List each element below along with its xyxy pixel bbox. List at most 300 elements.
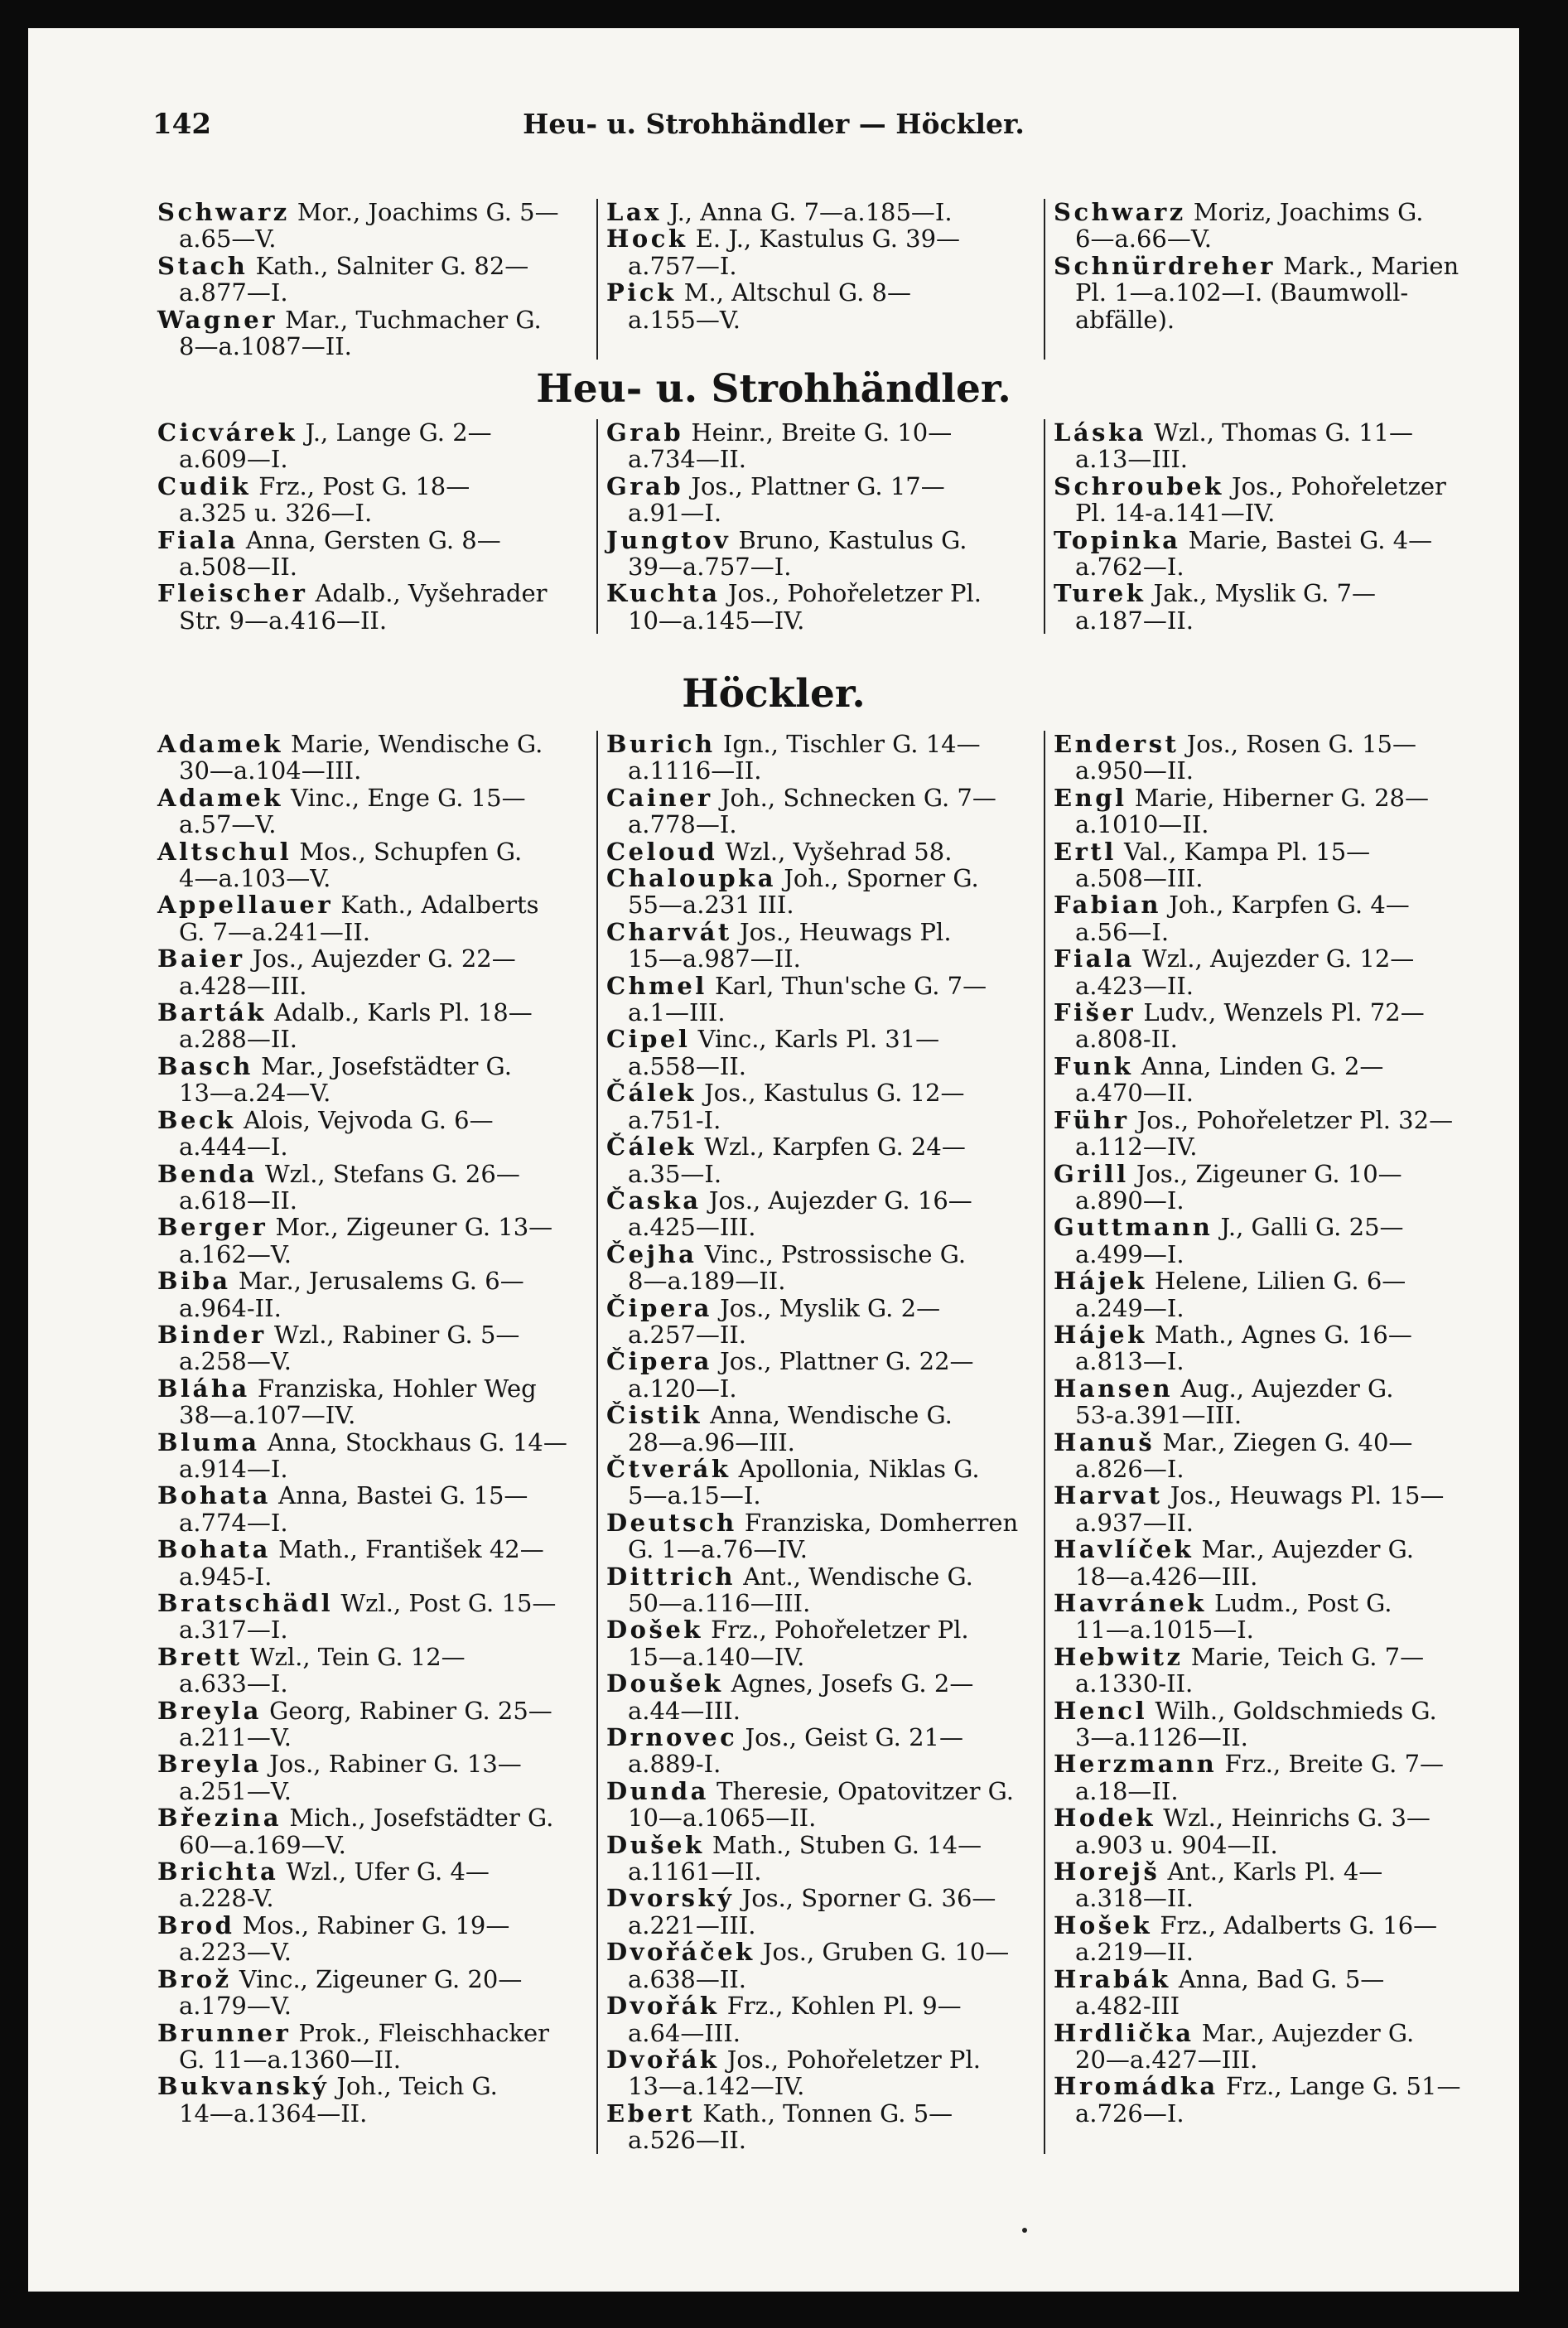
entry-name: Deutsch [606,1508,737,1537]
entry-details: Mar., Tuchmacher G. [285,305,542,334]
entry-address-continued: a.470—II. [1075,1079,1194,1108]
entry-address-continued: a.1330-II. [1075,1669,1194,1698]
directory-entry [1054,1053,1483,1107]
entry-name: Baier [157,944,245,973]
directory-entry [157,1590,588,1644]
entry-details: Anna, Linden G. 2— [1141,1051,1384,1080]
entry-details: Wzl., Post G. 15— [340,1589,557,1617]
directory-entry [157,1429,588,1483]
entry-name: Biba [157,1267,231,1296]
column-2 [596,419,1044,634]
entry-name: Appellauer [157,891,334,920]
directory-entry [606,1456,1035,1509]
directory-entry [1054,419,1483,473]
entry-name: Dvořáček [606,1938,755,1967]
directory-entry [157,785,588,838]
entry-address-continued: a.914—I. [179,1454,288,1483]
entry-address-continued: 39—a.757—I. [628,553,792,582]
entry-details: Anna, Bastei G. 15— [278,1481,528,1510]
entry-name: Stach [157,251,248,280]
entry-name: Časka [606,1186,702,1215]
entry-details: Wzl., Ufer G. 4— [286,1857,490,1886]
entry-address-continued: a.288—II. [179,1025,297,1054]
entry-details: Math., Stuben G. 14— [712,1830,982,1859]
entry-details: Adalb., Karls Pl. 18— [274,998,533,1027]
entry-name: Basch [157,1051,253,1080]
section-heu-strohhaendler [149,419,1516,634]
directory-entry [606,1992,1035,2046]
entry-name: Brunner [157,2018,292,2047]
entry-details: Jos., Aujezder G. 16— [708,1186,972,1215]
entry-details: Joh., Teich G. [336,2072,498,2101]
entry-address-continued: 18—a.426—III. [1075,1562,1258,1591]
directory-entry [157,253,588,307]
entry-name: Brož [157,1964,232,1993]
entry-address-continued: a.774—I. [179,1508,288,1537]
directory-entry [157,891,588,945]
entry-details: Alois, Vejvoda G. 6— [243,1105,494,1134]
entry-details: Marie, Hiberner G. 28— [1134,783,1429,812]
directory-entry [606,2100,1035,2154]
entry-address-continued: a.734—II. [628,445,746,474]
entry-name: Schwarz [157,198,290,226]
entry-name: Bluma [157,1427,260,1456]
entry-name: Hrdlička [1054,2018,1194,2047]
entry-name: Láska [1054,418,1146,447]
entry-address-continued: a.56—I. [1075,917,1170,946]
entry-address-continued: a.903 u. 904—II. [1075,1830,1278,1859]
page-number: 142 [152,108,211,141]
entry-address-continued: a.64—III. [628,2018,741,2047]
entry-name: Bohata [157,1535,271,1564]
entry-details: Frz., Lange G. 51— [1225,2072,1461,2101]
entry-details: Prok., Fleischhacker [298,2018,550,2047]
entry-name: Čálek [606,1133,697,1162]
entry-name: Hájek [1054,1267,1147,1296]
entry-address-continued: a.251—V. [179,1776,292,1805]
entry-details: Bruno, Kastulus G. [738,525,967,554]
entry-details: Jos., Pohořeletzer Pl. [726,2045,981,2074]
entry-details: Mar., Jerusalems G. 6— [238,1267,524,1296]
entry-details: Jos., Rabiner G. 13— [269,1750,522,1779]
directory-entry [606,1402,1035,1456]
entry-address-continued: a.112—IV. [1075,1133,1198,1162]
entry-details: Marie, Wendische G. [291,730,543,758]
directory-entry [606,1832,1035,1886]
entry-address-continued: a.508—II. [179,553,297,582]
ink-speck [1022,2228,1027,2233]
directory-entry [157,2020,588,2074]
column-3 [1044,199,1491,360]
entry-address-continued: a.726—I. [1075,2099,1184,2128]
entry-name: Březina [157,1804,282,1833]
directory-entry [157,1268,588,1321]
entry-name: Turek [1054,579,1146,608]
column-3 [1044,731,1491,2154]
entry-name: Brett [157,1642,243,1671]
entry-name: Funk [1054,1051,1134,1080]
entry-address-continued: a.258—V. [179,1347,292,1376]
entry-name: Havránek [1054,1589,1207,1617]
entry-name: Hájek [1054,1320,1147,1349]
entry-name: Ebert [606,2099,696,2128]
entry-address-continued: 14—a.1364—II. [179,2099,368,2128]
directory-entry [606,419,1035,473]
entry-details: Jos., Geist G. 21— [745,1723,963,1752]
entry-name: Schroubek [1054,471,1224,500]
entry-name: Adamek [157,730,283,758]
entry-name: Lax [606,198,662,226]
entry-details: Vinc., Pstrossische G. [704,1239,967,1268]
entry-name: Doušek [606,1669,724,1698]
column-3 [1044,419,1491,634]
directory-entry [606,973,1035,1026]
entry-address-continued: a.317—I. [179,1616,288,1645]
entry-details: Math., Agnes G. 16— [1154,1320,1412,1349]
entry-name: Dušek [606,1830,705,1859]
directory-entry [1054,1214,1483,1268]
entry-name: Charvát [606,917,732,946]
entry-details: Ant., Karls Pl. 4— [1167,1857,1383,1886]
entry-name: Schwarz [1054,198,1186,226]
column-2 [596,199,1044,360]
entry-address-continued: a.609—I. [179,445,288,474]
entry-address-continued: 38—a.107—IV. [179,1401,356,1430]
directory-entry [1054,785,1483,838]
entry-details: Wzl., Thomas G. 11— [1154,418,1413,447]
entry-address-continued: a.221—III. [628,1910,756,1939]
entry-name: Bláha [157,1374,250,1403]
entry-address-continued: a.211—V. [179,1723,292,1752]
directory-entry [606,279,1035,333]
entry-address-continued: a.751-I. [628,1105,721,1134]
entry-address-continued: a.249—I. [1075,1293,1184,1322]
entry-name: Čipera [606,1347,712,1376]
entry-name: Enderst [1054,730,1180,758]
entry-details: Mor., Zigeuner G. 13— [275,1213,553,1242]
entry-address-continued: 10—a.1065—II. [628,1804,817,1833]
page-header [28,108,1519,157]
entry-details: Franziska, Hohler Weg [257,1374,537,1403]
entry-name: Hromádka [1054,2072,1218,2101]
entry-address-continued: 8—a.189—II. [628,1267,786,1296]
entry-address-continued: 4—a.103—V. [179,864,331,893]
entry-name: Barták [157,998,267,1027]
entry-details: J., Lange G. 2— [305,418,492,447]
directory-entry [157,1804,588,1858]
directory-entry [157,527,588,581]
entry-name: Guttmann [1054,1213,1213,1242]
entry-address-continued: Str. 9—a.416—II. [179,606,388,635]
directory-entry [1054,1536,1483,1590]
entry-name: Hencl [1054,1696,1148,1725]
entry-address-continued: a.633—I. [179,1669,288,1698]
entry-details: Joh., Schnecken G. 7— [720,783,996,812]
entry-address-continued: a.889-I. [628,1750,721,1779]
entry-details: Anna, Bad G. 5— [1178,1964,1385,1993]
entry-address-continued: a.423—II. [1075,971,1194,1000]
entry-address-continued: a.35—I. [628,1159,722,1188]
entry-details: Anna, Wendische G. [710,1401,953,1430]
entry-name: Hanuš [1054,1427,1155,1456]
entry-details: Jos., Pohořeletzer [1231,471,1446,500]
directory-entry [606,1724,1035,1778]
directory-entry [1054,1912,1483,1966]
directory-entry [157,1321,588,1375]
entry-details: Math., František 42— [278,1535,544,1564]
entry-name: Hrabák [1054,1964,1171,1993]
directory-entry [157,1375,588,1429]
directory-entry [157,307,588,360]
entry-name: Bohata [157,1481,271,1510]
entry-details: Jos., Heuwags Pl. 15— [1170,1481,1445,1510]
entry-name: Kuchta [606,579,721,608]
entry-details: Jos., Plattner G. 17— [691,471,945,500]
directory-entry [1054,945,1483,999]
entry-details: Frz., Breite G. 7— [1224,1750,1445,1779]
directory-entry [157,1698,588,1751]
entry-details: E. J., Kastulus G. 39— [695,225,961,254]
entry-name: Drnovec [606,1723,738,1752]
entry-name: Herzmann [1054,1750,1218,1779]
entry-address-continued: a.890—I. [1075,1186,1184,1215]
section-hoeckler [149,731,1516,2154]
entry-name: Čipera [606,1293,712,1322]
entry-address-continued: a.950—II. [1075,756,1194,785]
entry-name: Beck [157,1105,236,1134]
directory-entry [157,1161,588,1215]
entry-address-continued: 5—a.15—I. [628,1481,761,1510]
entry-address-continued: a.813—I. [1075,1347,1184,1376]
directory-entry [606,1241,1035,1295]
entry-details: Vinc., Enge G. 15— [291,783,526,812]
entry-address-continued: a.44—III. [628,1696,741,1725]
directory-entry [1054,199,1483,253]
directory-entry [157,1751,588,1804]
entry-details: J., Anna G. 7—a.185—I. [669,198,953,226]
entry-details: M., Altschul G. 8— [683,278,912,307]
entry-name: Fiala [1054,944,1135,973]
entry-address-continued: 15—a.987—II. [628,944,801,973]
entry-address-continued: 3—a.1126—II. [1075,1723,1248,1752]
directory-entry [157,1644,588,1698]
entry-details: Jos., Sporner G. 36— [741,1884,996,1913]
directory-entry [1054,2073,1483,2127]
directory-entry [1054,999,1483,1053]
entry-address-continued: a.762—I. [1075,553,1184,582]
entry-address-continued: a.877—I. [179,278,288,307]
directory-entry [1054,1375,1483,1429]
entry-address-continued: a.257—II. [628,1320,746,1349]
entry-address-continued: a.13—III. [1075,445,1188,474]
entry-details: Wzl., Heinrichs G. 3— [1163,1804,1430,1833]
entry-details: Kath., Salniter G. 82— [255,251,529,280]
entry-details: Franziska, Domherren [744,1508,1019,1537]
directory-entry [606,838,1035,865]
directory-entry [157,1966,588,2020]
column-1 [149,419,596,634]
directory-entry [1054,731,1483,785]
entry-name: Hošek [1054,1910,1153,1939]
entry-details: Wzl., Tein G. 12— [249,1642,466,1671]
entry-details: Frz., Pohořeletzer Pl. [711,1616,969,1645]
entry-details: Mos., Rabiner G. 19— [242,1910,510,1939]
entry-name: Fabian [1054,891,1161,920]
entry-address-continued: 13—a.142—IV. [628,2072,805,2101]
entry-address-continued: 55—a.231 III. [628,891,794,920]
entry-address-continued: a.57—V. [179,810,277,839]
directory-entry [1054,580,1483,634]
directory-entry [606,1939,1035,1992]
entry-details: Ant., Wendische G. [743,1562,973,1591]
entry-details: Kath., Tonnen G. 5— [702,2099,953,2128]
entry-name: Dvořák [606,2045,720,2074]
entry-address-continued: a.444—I. [179,1133,288,1162]
entry-details: J., Galli G. 25— [1220,1213,1404,1242]
directory-entry [157,580,588,634]
directory-entry [606,1885,1035,1939]
entry-address-continued: a.499—I. [1075,1239,1184,1268]
entry-name: Berger [157,1213,268,1242]
directory-entry [606,1670,1035,1724]
directory-entry [157,419,588,473]
entry-name: Jungtov [606,525,731,554]
entry-address-continued: a.325 u. 326—I. [179,499,373,528]
entry-address-continued: 13—a.24—V. [179,1079,331,1108]
entry-details: Kath., Adalberts [340,891,539,920]
directory-entry [1054,1590,1483,1644]
entry-name: Altschul [157,837,292,866]
entry-name: Schnürdreher [1054,251,1276,280]
entry-address-continued: a.65—V. [179,225,277,254]
entry-name: Chmel [606,971,707,1000]
directory-entry [157,1858,588,1912]
entry-address-continued: a.162—V. [179,1239,292,1268]
directory-entry [1054,2020,1483,2074]
directory-entry [1054,1698,1483,1751]
entry-address-continued: a.187—II. [1075,606,1194,635]
entry-address-continued: 30—a.104—III. [179,756,362,785]
entry-details: Mark., Marien [1283,251,1459,280]
directory-entry [1054,1858,1483,1912]
entry-details: Jos., Aujezder G. 22— [252,944,516,973]
directory-entry [1054,1482,1483,1536]
entry-name: Ertl [1054,837,1117,866]
entry-details: Val., Kampa Pl. 15— [1124,837,1371,866]
entry-details: Frz., Post G. 18— [258,471,470,500]
entry-details: Frz., Adalberts G. 16— [1160,1910,1438,1939]
entry-address-continued: a.179—V. [179,1992,292,2021]
entry-address-continued: a.1—III. [628,998,726,1027]
entry-name: Fleischer [157,579,308,608]
directory-entry [1054,1429,1483,1483]
entry-name: Cipel [606,1025,691,1054]
entry-details: Mar., Aujezder G. [1201,2018,1415,2047]
entry-name: Hansen [1054,1374,1174,1403]
entry-address-continued: 50—a.116—III. [628,1589,811,1617]
column-1 [149,199,596,360]
entry-address-continued: a.482-III [1075,1992,1180,2021]
entry-details: Mich., Josefstädter G. [289,1804,554,1833]
entry-details: Jos., Gruben G. 10— [762,1938,1010,1967]
entry-details: Anna, Gersten G. 8— [245,525,501,554]
entry-name: Dunda [606,1776,709,1805]
directory-entry [1054,891,1483,945]
entry-name: Čálek [606,1079,697,1108]
entry-name: Wagner [157,305,277,334]
entry-details: Jos., Zigeuner G. 10— [1136,1159,1402,1188]
directory-entry [157,1912,588,1966]
directory-entry [1054,1751,1483,1804]
entry-address-continued: a.558—II. [628,1051,746,1080]
entry-name: Benda [157,1159,258,1188]
directory-entry [1054,1161,1483,1215]
entry-details: Jos., Pohořeletzer Pl. [727,579,982,608]
directory-entry [606,199,1035,225]
entry-details: Mor., Joachims G. 5— [297,198,559,226]
entry-address-continued: a.219—II. [1075,1938,1194,1967]
entry-address-continued: a.318—II. [1075,1884,1194,1913]
section-heading-hoeckler: Höckler. [682,671,866,717]
directory-entry [1054,1107,1483,1161]
entry-name: Cudik [157,471,252,500]
directory-entry [1054,838,1483,892]
directory-entry [606,865,1035,919]
entry-details: Wzl., Stefans G. 26— [264,1159,520,1188]
entry-address-continued: a.428—III. [179,971,307,1000]
entry-details: Mar., Aujezder G. [1201,1535,1415,1564]
entry-name: Breyla [157,1750,262,1779]
entry-address-continued: 20—a.427—III. [1075,2045,1258,2074]
entry-details: Frz., Kohlen Pl. 9— [726,1992,962,2021]
entry-details: Jos., Myslik G. 2— [720,1293,941,1322]
entry-name: Topinka [1054,525,1181,554]
directory-entry [1054,473,1483,527]
entry-details: Apollonia, Niklas G. [738,1454,980,1483]
entry-address-continued: a.618—II. [179,1186,297,1215]
entry-name: Bratschädl [157,1589,334,1617]
entry-address-continued: Pl. 1—a.102—I. (Baumwoll-abfälle). [1075,278,1409,334]
directory-entry [606,473,1035,527]
entry-name: Dvořák [606,1992,720,2021]
entry-name: Grab [606,471,684,500]
entry-name: Binder [157,1320,267,1349]
entry-name: Havlíček [1054,1535,1194,1564]
entry-details: Ludm., Post G. [1213,1589,1392,1617]
entry-details: Aug., Aujezder G. [1180,1374,1394,1403]
entry-details: Wzl., Aujezder G. 12— [1141,944,1415,973]
entry-details: Agnes, Josefs G. 2— [731,1669,974,1698]
entry-details: Jak., Myslik G. 7— [1153,579,1377,608]
entry-name: Čejha [606,1239,697,1268]
entry-address-continued: a.18—II. [1075,1776,1179,1805]
entry-name: Cainer [606,783,713,812]
directory-entry [157,199,588,253]
entry-details: Adalb., Vyšehrader [315,579,548,608]
section-heading-heu-strohhaendler: Heu- u. Strohhändler. [536,366,1011,412]
entry-address-continued: a.526—II. [628,2126,746,2155]
entry-details: Vinc., Zigeuner G. 20— [239,1964,523,1993]
directory-entry [1054,1966,1483,2020]
entry-name: Chaloupka [606,864,777,893]
entry-name: Burich [606,730,716,758]
directory-entry [1054,1644,1483,1698]
entry-details: Karl, Thun'sche G. 7— [715,971,987,1000]
column-1 [149,731,596,2154]
entry-address-continued: 10—a.145—IV. [628,606,805,635]
entry-details: Heinr., Breite G. 10— [691,418,953,447]
directory-entry [606,1295,1035,1349]
